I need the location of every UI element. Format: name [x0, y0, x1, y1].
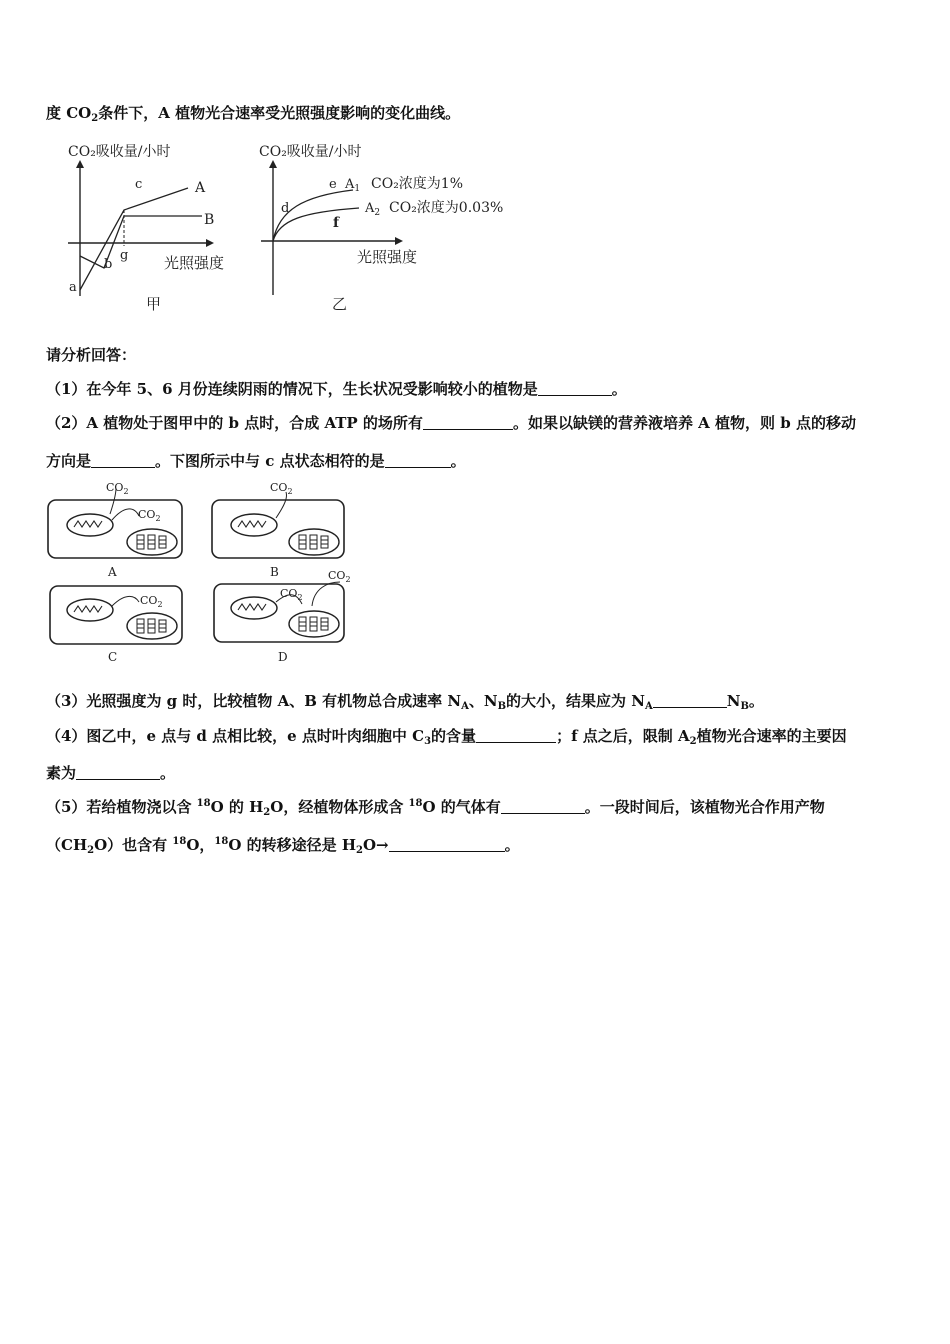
jia-point-c: c	[135, 177, 143, 192]
q4-text-5: 素为	[46, 764, 77, 782]
q2-text-4: 。下图所示中与 c 点状态相符的是	[155, 452, 385, 470]
cell-c-label: C	[108, 650, 118, 664]
q4-sub-2: 2	[689, 736, 697, 747]
jia-y-arrow	[76, 160, 84, 168]
jia-x-arrow	[206, 239, 214, 247]
yi-desc-a2: CO₂浓度为0.03%	[389, 200, 504, 216]
q3-text-2: 的大小，结果应为 N	[506, 692, 645, 710]
prompt: 请分析回答：	[46, 346, 137, 364]
cell-c	[50, 586, 182, 664]
q4-sub-3: 3	[424, 736, 432, 747]
q4-text-2: 的含量	[431, 727, 477, 745]
q3-sub-a: A	[461, 701, 469, 712]
jia-caption: 甲	[146, 295, 162, 313]
q5-blank-1[interactable]	[501, 799, 585, 814]
q5-sub-9: 2	[356, 845, 363, 856]
cell-d	[214, 569, 351, 664]
q3-sub-b2: B	[740, 701, 749, 712]
q5-text-1: （5）若给植物浇以含	[46, 798, 197, 816]
question-1	[46, 379, 627, 399]
q5-sub-2: 2	[263, 807, 271, 818]
q3-sep: 、N	[468, 692, 498, 710]
cell-b	[212, 481, 344, 579]
q2-blank-2[interactable]	[91, 453, 155, 468]
q4-blank-2[interactable]	[76, 765, 160, 780]
q5-sup-3: 18	[172, 836, 187, 847]
intro-text-rest: 条件下，A 植物光合速率受光照强度影响的变化曲线。	[98, 104, 461, 122]
jia-xlabel: 光照强度	[164, 254, 225, 272]
q3-sub-b: B	[497, 701, 507, 712]
cell-d-label: D	[278, 650, 288, 664]
q5-text-5: 。一段时间后，该植物光合作用产物	[584, 798, 825, 816]
intro-text: 度 CO	[46, 104, 92, 122]
q2-blank-3[interactable]	[385, 453, 451, 468]
question-5-line1	[46, 797, 825, 817]
jia-point-g: g	[120, 248, 129, 263]
cell-diagrams	[44, 478, 374, 668]
jia-label-a: A	[195, 180, 206, 196]
yi-desc-a1: CO₂浓度为1%	[371, 176, 464, 192]
jia-label-b: B	[204, 212, 215, 228]
q5-text-2: O 的 H	[210, 798, 264, 816]
q5-text-6: （CH	[46, 836, 88, 854]
cell-a	[48, 481, 182, 579]
q2-end: 。	[450, 452, 466, 470]
cell-d-co2-out: $CO_2$	[328, 569, 351, 584]
cell-c-co2: $CO_2$	[140, 594, 163, 609]
question-5-line2	[46, 835, 520, 855]
q5-sub-6: 2	[87, 845, 95, 856]
question-4-line1	[46, 726, 847, 746]
yi-caption: 乙	[332, 295, 348, 313]
q5-text-8: O，	[186, 836, 215, 854]
yi-point-e: e	[329, 177, 337, 192]
yi-ylabel: CO₂吸收量/小时	[259, 144, 362, 160]
yi-xlabel: 光照强度	[357, 248, 418, 266]
q4-end: 。	[160, 764, 176, 782]
q2-text-3: 方向是	[46, 452, 92, 470]
intro-line	[46, 103, 460, 123]
q5-end: 。	[504, 836, 520, 854]
q5-text-4: O 的气体有	[422, 798, 501, 816]
jia-point-b: b	[104, 257, 113, 272]
cell-d-co2-in: $CO_2$	[280, 587, 303, 602]
yi-label-a1: $A_1$	[345, 177, 361, 194]
q5-sup-1: 18	[196, 798, 211, 809]
q2-text-1: （2）A 植物处于图甲中的 b 点时，合成 ATP 的场所有	[46, 414, 423, 432]
q4-text-3: ；f 点之后，限制 A	[556, 727, 690, 745]
q1-blank[interactable]	[538, 381, 612, 396]
yi-label-a2: $A_2$	[365, 201, 381, 218]
yi-x-arrow	[395, 237, 403, 245]
figure-jia	[60, 138, 250, 318]
q5-text-10: O→	[362, 836, 389, 854]
question-3	[46, 691, 764, 711]
q4-text-4: 植物光合速率的主要因	[696, 727, 847, 745]
q5-text-9: O 的转移途径是 H	[228, 836, 356, 854]
jia-curve-a	[80, 188, 188, 290]
q5-blank-2[interactable]	[389, 837, 505, 852]
cell-b-co2: $CO_2$	[270, 481, 293, 496]
cell-a-co2-out: $CO_2$	[106, 481, 129, 496]
question-4-line2	[46, 763, 175, 783]
yi-y-arrow	[269, 160, 277, 168]
question-2-line2	[46, 451, 466, 471]
q5-text-7: O）也含有	[94, 836, 173, 854]
q4-blank-1[interactable]	[476, 728, 556, 743]
q5-sup-4: 18	[214, 836, 229, 847]
q3-blank[interactable]	[653, 693, 727, 708]
cell-b-label: B	[270, 565, 279, 579]
q4-text-1: （4）图乙中，e 点与 d 点相比较，e 点时叶肉细胞中 C	[46, 727, 425, 745]
q5-sup-2: 18	[408, 798, 423, 809]
cell-a-co2-in: $CO_2$	[138, 508, 161, 523]
figure-yi	[255, 138, 535, 318]
q3-text-1: （3）光照强度为 g 时，比较植物 A、B 有机物总合成速率 N	[46, 692, 462, 710]
yi-point-f: f	[333, 215, 340, 231]
q2-text-2: 。如果以缺镁的营养液培养 A 植物，则 b 点的移动	[512, 414, 856, 432]
q1-end: 。	[611, 380, 627, 398]
jia-ylabel: CO₂吸收量/小时	[68, 144, 171, 160]
intro-sub: 2	[91, 113, 99, 124]
q3-sub-a2: A	[644, 701, 653, 712]
q5-text-3: O，经植物体形成含	[270, 798, 409, 816]
q1-text: （1）在今年 5、6 月份连续阴雨的情况下，生长状况受影响较小的植物是	[46, 380, 538, 398]
q3-text-3: N	[726, 692, 741, 710]
question-2-line1	[46, 413, 856, 433]
jia-point-a: a	[69, 280, 77, 295]
q3-end: 。	[748, 692, 764, 710]
yi-point-d: d	[281, 201, 290, 216]
q2-blank-1[interactable]	[423, 415, 513, 430]
cell-a-label: A	[108, 565, 117, 579]
